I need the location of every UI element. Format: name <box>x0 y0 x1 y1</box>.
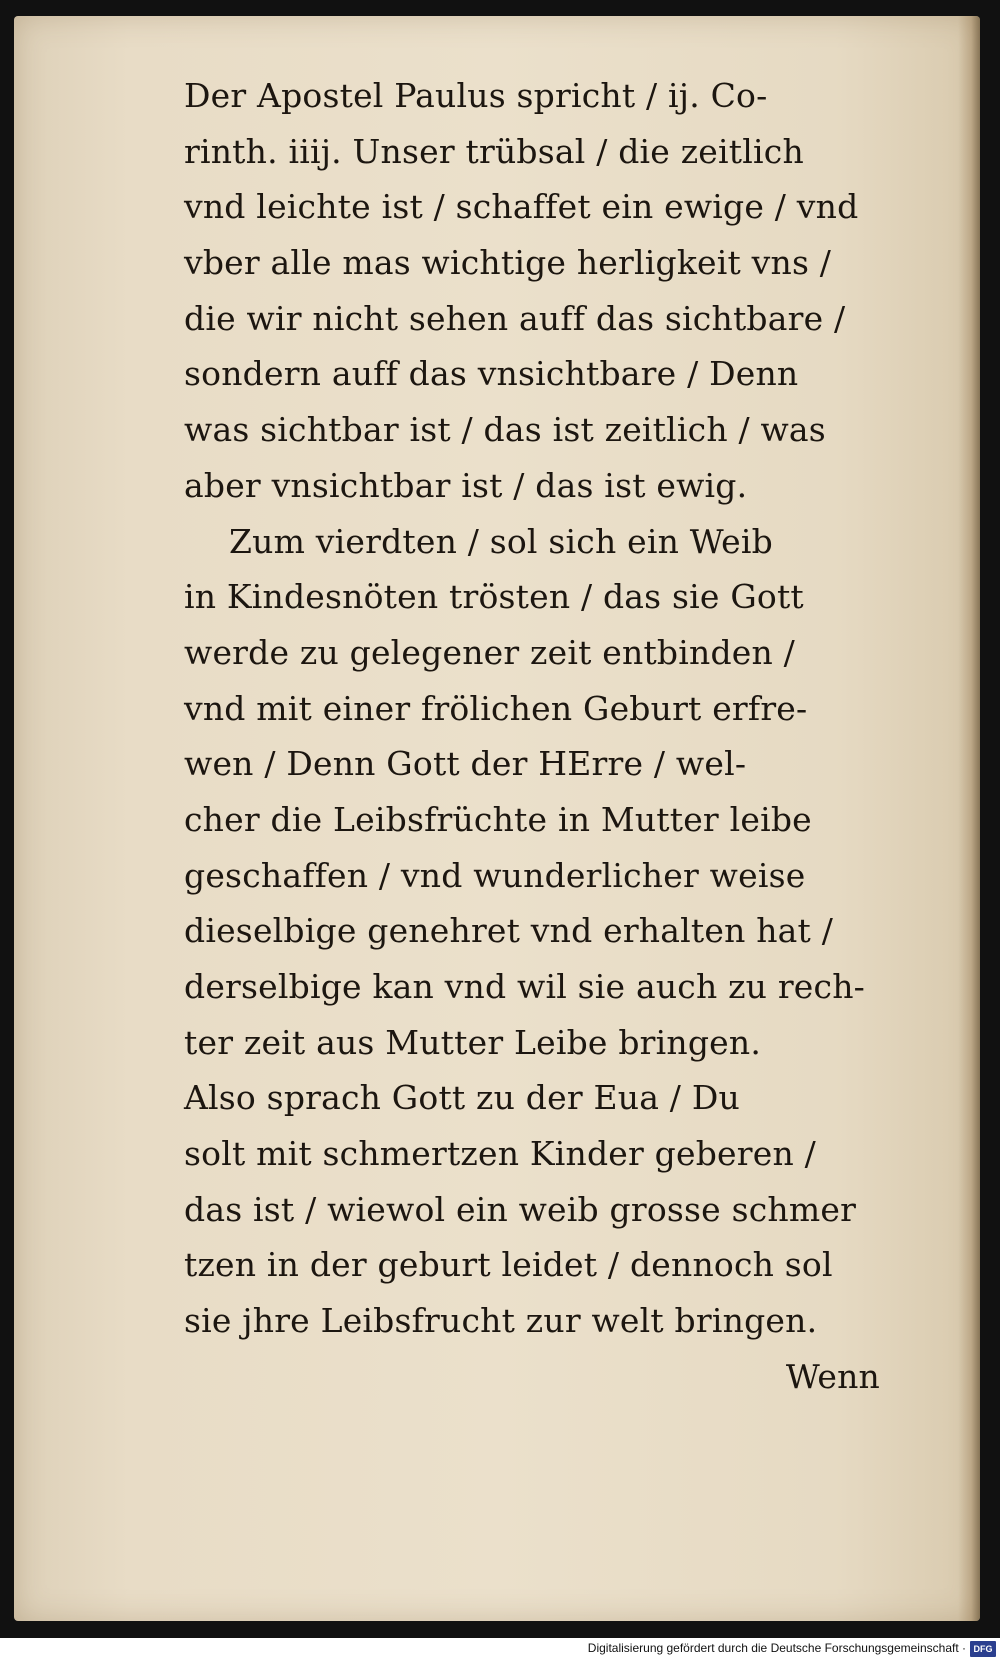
text-line: vber alle mas wichtige herligkeit vns / <box>184 243 832 283</box>
text-line: vnd mit einer frölichen Geburt erfre- <box>184 688 808 728</box>
paragraph-start-line: Zum vierdten / sol sich ein Weib <box>229 521 773 561</box>
text-line: in Kindesnöten trösten / das sie Gott <box>184 577 804 617</box>
dfg-logo: DFG <box>970 1641 996 1657</box>
text-line: die wir nicht sehen auff das sichtbare / <box>184 298 846 338</box>
funding-credit: Digitalisierung gefördert durch die Deutsche Forschungsgemeinschaft · <box>587 1641 966 1655</box>
digitization-footer <box>0 1638 1000 1661</box>
text-line: sondern auff das vnsichtbare / Denn <box>184 354 799 394</box>
text-line: Also sprach Gott zu der Eua / Du <box>184 1078 740 1118</box>
text-line: sie jhre Leibsfrucht zur welt bringen. <box>184 1301 818 1341</box>
text-line: solt mit schmertzen Kinder geberen / <box>184 1134 816 1174</box>
text-line: wen / Denn Gott der HErre / wel- <box>184 744 747 784</box>
text-line: dieselbige genehret vnd erhalten hat / <box>184 911 834 951</box>
text-line: werde zu gelegener zeit entbinden / <box>184 632 795 672</box>
text-line: das ist / wiewol ein weib grosse schmer <box>184 1189 857 1229</box>
catchword: Wenn <box>785 1356 880 1396</box>
text-line: cher die Leibsfrüchte in Mutter leibe <box>184 799 812 839</box>
text-line: was sichtbar ist / das ist zeitlich / was <box>184 410 826 450</box>
body-text <box>184 68 944 1405</box>
text-line: aber vnsichtbar ist / das ist ewig. <box>184 465 748 505</box>
page-edge-shadow <box>958 16 980 1621</box>
text-line: geschaffen / vnd wunderlicher weise <box>184 855 806 895</box>
text-line: Der Apostel Paulus spricht / ij. Co- <box>184 76 768 115</box>
text-line: derselbige kan vnd wil sie auch zu rech- <box>184 967 866 1006</box>
text-line: rinth. iiij. Unser trübsal / die zeitlich <box>184 131 804 171</box>
text-line: vnd leichte ist / schaffet ein ewige / vnd <box>184 187 859 227</box>
text-line: tzen in der geburt leidet / dennoch sol <box>184 1245 833 1285</box>
text-line: ter zeit aus Mutter Leibe bringen. <box>184 1022 762 1062</box>
